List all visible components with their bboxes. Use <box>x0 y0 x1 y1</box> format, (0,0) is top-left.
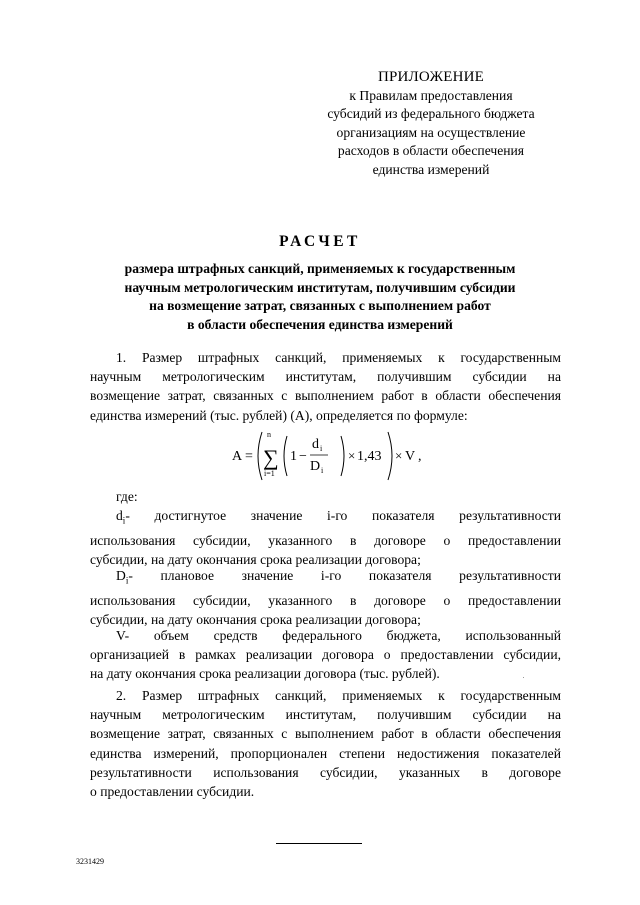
heading-subtitle <box>90 260 550 334</box>
sum-lower-limit: i=1 <box>264 469 275 478</box>
appendix-title: ПРИЛОЖЕНИЕ <box>377 69 485 85</box>
text-line: 1. Размер штрафных санкций, применяемых к государственным <box>116 350 561 365</box>
text-line: использования субсидии, указанного в договоре о предоставлении <box>90 592 561 608</box>
where-label: где: <box>116 489 138 504</box>
paragraph-2 <box>90 686 561 801</box>
definition-V <box>90 626 561 684</box>
formula-lhs: A <box>232 449 243 464</box>
appendix-line: организациям на осуществление <box>336 124 526 140</box>
definition-d <box>90 506 561 569</box>
text-line: V- объем средств федерального бюджета, использованный <box>116 628 561 643</box>
formula-one: 1 <box>290 449 297 464</box>
text-line: на дату окончания срока реализации договора (тыс. рублей). <box>90 666 440 682</box>
sigma-icon: ∑ <box>263 445 279 470</box>
symbol: d <box>116 508 123 523</box>
document-code: 3231429 <box>76 857 104 866</box>
paragraph-1 <box>90 348 561 425</box>
text-line: субсидии, на дату окончания срока реализации договора; <box>90 612 421 628</box>
fraction-numerator: d <box>312 437 319 452</box>
text-line: научным метрологическим институтам, получившим субсидии на <box>90 369 561 385</box>
formula-comma: , <box>418 449 422 464</box>
appendix-block <box>300 68 562 179</box>
heading-subtitle-line: научным метрологическим институтам, получившим субсидии <box>124 279 516 295</box>
formula-v: V <box>405 449 416 464</box>
heading-subtitle-line: в области обеспечения единства измерений <box>187 316 453 332</box>
appendix-line: расходов в области обеспечения <box>337 143 525 159</box>
formula-times: × <box>395 448 403 463</box>
symbol-subscript: i <box>125 575 129 586</box>
text-line: 2. Размер штрафных санкций, применяемых к государственным <box>116 688 561 703</box>
appendix-line: субсидий из федерального бюджета <box>327 106 535 122</box>
text-line: субсидии, на дату окончания срока реализации договора; <box>90 552 421 568</box>
fraction-denominator: D <box>310 459 321 474</box>
sum-upper-limit: n <box>267 430 271 439</box>
text-line: возмещение затрат, связанных с выполнением работ в области обеспечения <box>90 388 561 404</box>
scan-speck <box>523 677 524 678</box>
outer-paren-right <box>388 432 392 480</box>
end-rule <box>276 843 362 844</box>
formula-equals: = <box>245 449 253 464</box>
symbol-subscript: i <box>122 515 126 526</box>
outer-paren-left <box>258 432 262 480</box>
formula-minus: − <box>299 449 307 464</box>
text-line: $d_i-$ достигнутое значение i-го показателя результативности <box>116 508 561 526</box>
text-line: возмещение затрат, связанных с выполнением работ в области обеспечения <box>90 726 561 742</box>
inner-paren-right <box>341 436 344 476</box>
formula <box>232 428 432 484</box>
formula-times: × <box>348 448 356 463</box>
document-heading <box>90 232 550 334</box>
text-line: использования субсидии, указанного в договоре о предоставлении <box>90 532 561 548</box>
heading-subtitle-line: размера штрафных санкций, применяемых к государственным <box>124 261 516 276</box>
text-line: научным метрологическим институтам, получившим субсидии на <box>90 707 561 723</box>
numerator-subscript: i <box>320 444 323 453</box>
text-line: единства измерений, пропорционален степени недостижения показателей <box>90 745 561 761</box>
formula-coefficient: 1,43 <box>357 449 382 464</box>
text-line: результативности использования субсидии, указанных в договоре <box>90 764 561 780</box>
heading-title: РАСЧЕТ <box>279 233 361 250</box>
text-line: организацией в рамках реализации договора о предоставлении субсидии, <box>90 647 561 663</box>
appendix-line: единства измерений <box>372 161 490 177</box>
denominator-subscript: i <box>321 466 324 475</box>
text-line: $D_i-$ плановое значение i-го показателя результативности <box>116 568 561 586</box>
text-line: о предоставлении субсидии. <box>90 784 255 800</box>
symbol: D <box>116 568 126 583</box>
definition-D <box>90 566 561 629</box>
text-line: единства измерений (тыс. рублей) (А), определяется по формуле: <box>90 407 468 423</box>
heading-subtitle-line: на возмещение затрат, связанных с выполнением работ <box>149 298 491 314</box>
appendix-line: к Правилам предоставления <box>349 88 513 103</box>
inner-paren-left <box>284 436 287 476</box>
symbol: V <box>116 628 125 643</box>
